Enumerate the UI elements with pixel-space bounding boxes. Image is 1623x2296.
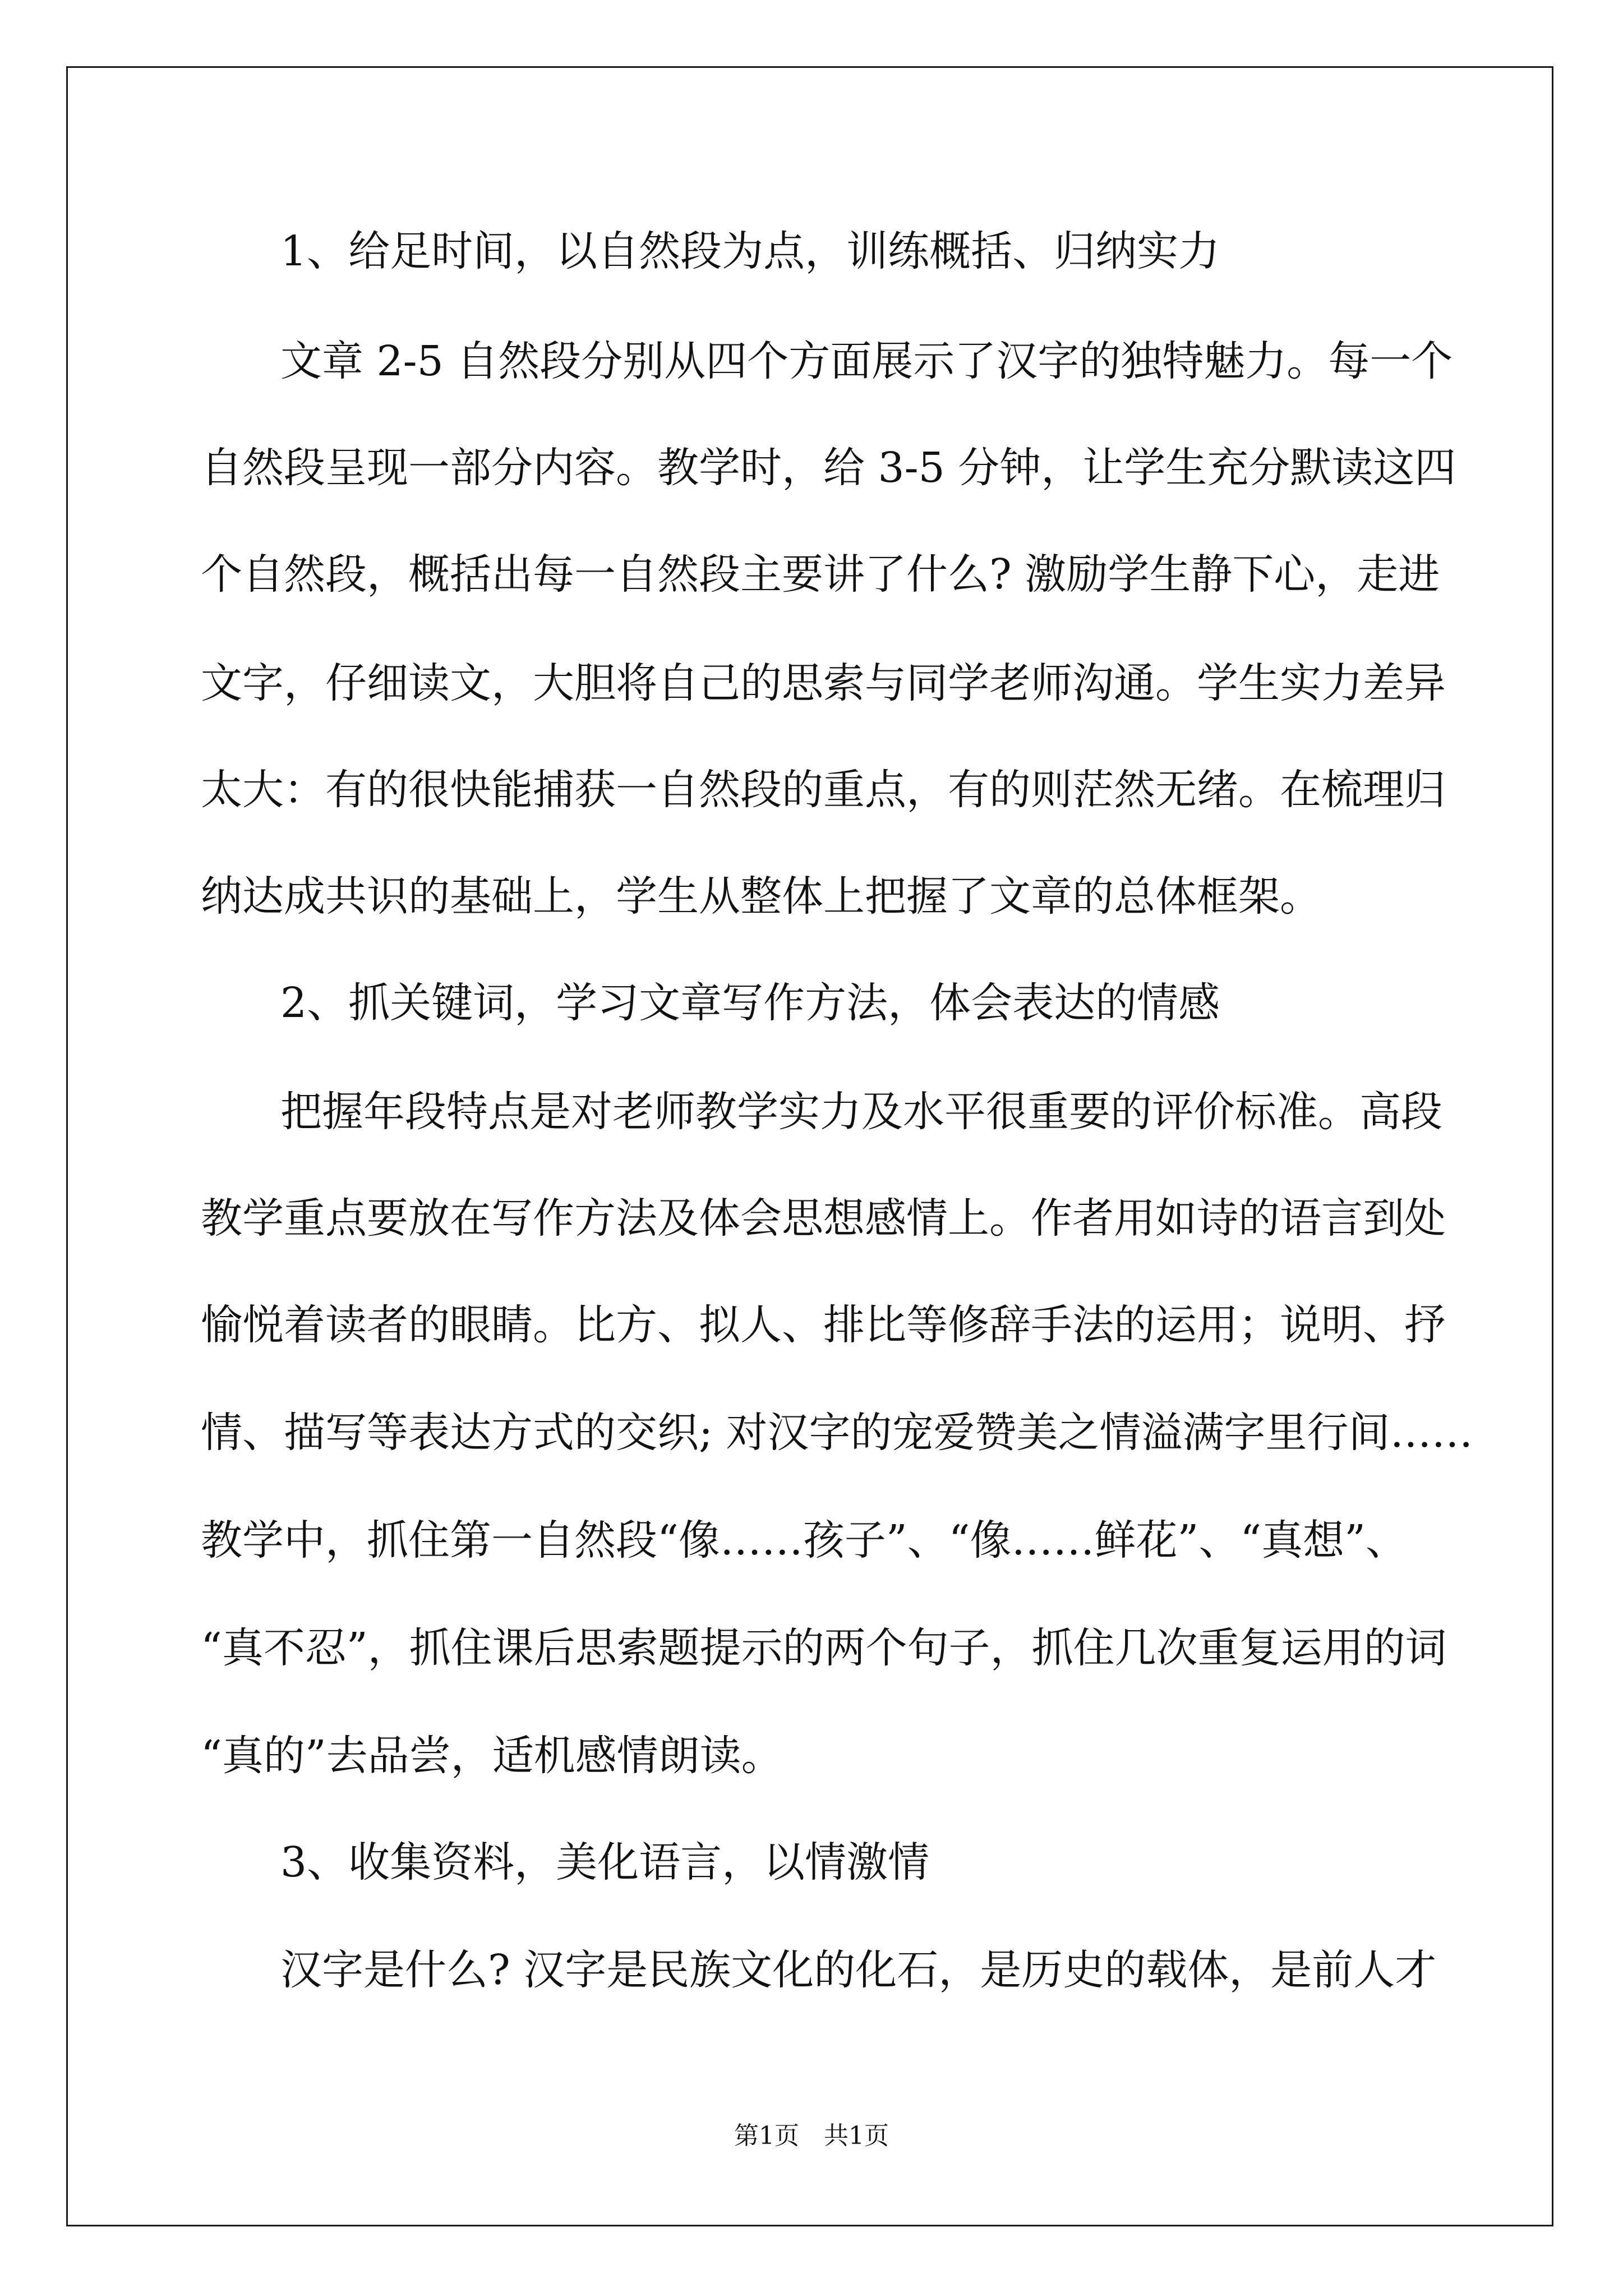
paragraph-line: 情、描写等表达方式的交织; 对汉字的宠爱赞美之情溢满字里行间…… xyxy=(201,1409,1473,1457)
paragraph-line: 自然段呈现一部分内容。教学时，给 3-5 分钟，让学生充分默读这四 xyxy=(201,444,1456,492)
page-border xyxy=(66,66,1553,2226)
heading-1: 1、给足时间，以自然段为点，训练概括、归纳实力 xyxy=(280,227,1220,275)
paragraph-line: 教学中，抓住第一自然段“像……孩子”、“像……鲜花”、“真想”、 xyxy=(201,1516,1407,1565)
paragraph-line: 文字，仔细读文，大胆将自己的思索与同学老师沟通。学生实力差异 xyxy=(201,659,1446,707)
paragraph-line: “真不忍”，抓住课后思索题提示的两个句子，抓住几次重复运用的词 xyxy=(201,1624,1447,1672)
paragraph-line: 汉字是什么? 汉字是民族文化的化石，是历史的载体，是前人才 xyxy=(280,1946,1437,1994)
heading-3: 3、收集资料，美化语言，以情激情 xyxy=(280,1838,930,1887)
page-number-footer: 第1页 共1页 xyxy=(734,2122,889,2150)
paragraph-line: 把握年段特点是对老师教学实力及水平很重要的评价标准。高段 xyxy=(280,1088,1442,1136)
paragraph-line: 太大：有的很快能捕获一自然段的重点，有的则茫然无绪。在梳理归 xyxy=(201,766,1446,814)
paragraph-line: 个自然段，概括出每一自然段主要讲了什么? 激励学生静下心，走进 xyxy=(201,550,1440,599)
paragraph-line: 愉悦着读者的眼睛。比方、拟人、排比等修辞手法的运用；说明、抒 xyxy=(201,1301,1446,1349)
paragraph-line: 教学重点要放在写作方法及体会思想感情上。作者用如诗的语言到处 xyxy=(201,1194,1446,1243)
paragraph-line: 纳达成共识的基础上，学生从整体上把握了文章的总体框架。 xyxy=(201,872,1321,921)
paragraph-line: “真的”去品尝，适机感情朗读。 xyxy=(201,1732,783,1780)
heading-2: 2、抓关键词，学习文章写作方法，体会表达的情感 xyxy=(280,979,1220,1027)
paragraph-line: 文章 2-5 自然段分别从四个方面展示了汉字的独特魅力。每一个 xyxy=(280,337,1453,385)
